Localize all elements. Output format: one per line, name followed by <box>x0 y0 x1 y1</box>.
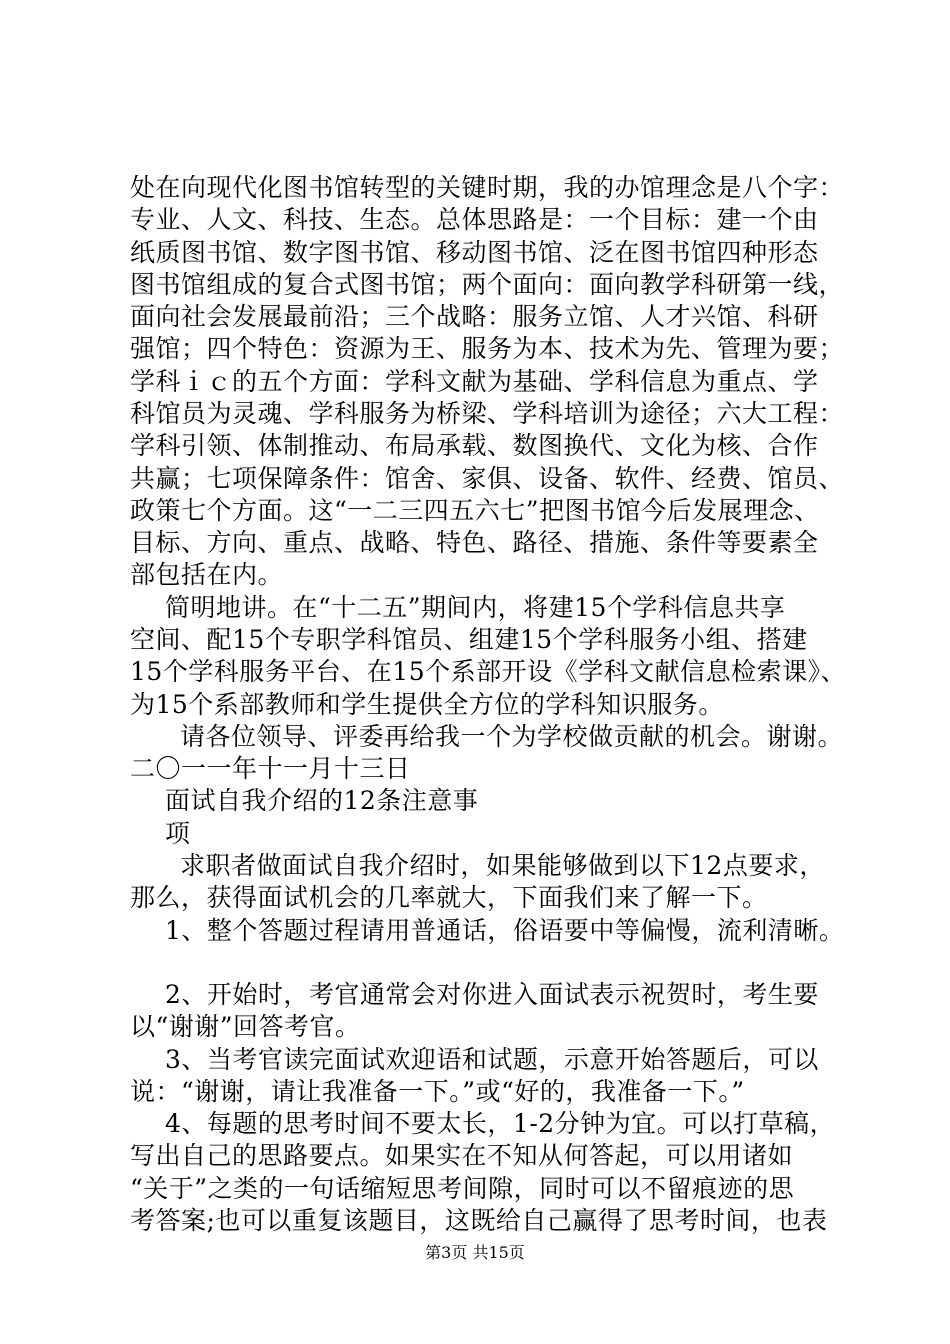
text-line: 共赢；七项保障条件：馆舍、家俱、设备、软件、经费、馆员、 <box>130 463 845 493</box>
section-heading: 面试自我介绍的12条注意事 <box>165 786 479 816</box>
text-line: 以“谢谢”回答考官。 <box>130 1012 361 1042</box>
text-line: 纸质图书馆、数字图书馆、移动图书馆、泛在图书馆四种形态 <box>130 237 819 267</box>
text-line: 写出自己的思路要点。如果实在不知从何答起，可以用诸如 <box>130 1141 794 1171</box>
text-line: 4、每题的思考时间不要太长，1-2分钟为宜。可以打草稿， <box>165 1109 836 1139</box>
text-line: 学科ｉｃ的五个方面：学科文献为基础、学科信息为重点、学 <box>130 366 819 396</box>
text-line: 处在向现代化图书馆转型的关键时期，我的办馆理念是八个字： <box>130 173 845 202</box>
text-line: 二〇一一年十一月十三日 <box>130 754 411 784</box>
section-heading: 项 <box>165 818 191 848</box>
text-line: 政策七个方面。这“一二三四五六七”把图书馆今后发展理念、 <box>130 495 820 525</box>
text-line: 专业、人文、科技、生态。总体思路是：一个目标：建一个由 <box>130 205 819 235</box>
text-line: 那么，获得面试机会的几率就大，下面我们来了解一下。 <box>130 883 768 913</box>
text-line: 图书馆组成的复合式图书馆；两个面向：面向教学科研第一线， <box>130 269 845 299</box>
text-line: 面向社会发展最前沿；三个战略：服务立馆、人才兴馆、科研 <box>130 302 819 332</box>
text-line: 3、当考官读完面试欢迎语和试题，示意开始答题后，可以 <box>165 1044 819 1074</box>
text-line: 为15个系部教师和学生提供全方位的学科知识服务。 <box>130 689 724 719</box>
text-line: 学科引领、体制推动、布局承载、数图换代、文化为核、合作 <box>130 431 819 461</box>
text-line: 说：“谢谢，请让我准备一下。”或“好的，我准备一下。” <box>130 1076 745 1106</box>
text-line: 强馆；四个特色：资源为王、服务为本、技术为先、管理为要； <box>130 334 845 364</box>
text-line: 科馆员为灵魂、学科服务为桥梁、学科培训为途径；六大工程： <box>130 399 845 428</box>
text-line: 求职者做面试自我介绍时，如果能够做到以下12点要求， <box>180 850 825 880</box>
text-line: 考答案;也可以重复该题目，这既给自己赢得了思考时间，也表 <box>130 1206 828 1235</box>
text-line: 简明地讲。在“十二五”期间内，将建15个学科信息共享 <box>165 592 786 622</box>
page-footer: 第3页 共15页 <box>425 1243 525 1262</box>
text-line: “关于”之类的一句话缩短思考间隙，同时可以不留痕迹的思 <box>130 1173 795 1203</box>
text-line: 目标、方向、重点、战略、特色、路径、措施、条件等要素全 <box>130 528 819 558</box>
text-line: 请各位领导、评委再给我一个为学校做贡献的机会。谢谢。 <box>180 721 844 751</box>
text-line: 2、开始时，考官通常会对你进入面试表示祝贺时，考生要 <box>165 980 819 1009</box>
text-line: 空间、配15个专职学科馆员、组建15个学科服务小组、搭建 <box>130 624 808 654</box>
text-line: 1、整个答题过程请用普通话，俗语要中等偏慢，流利清晰。 <box>165 915 845 945</box>
text-line: 部包括在内。 <box>130 560 284 590</box>
text-line: 15个学科服务平台、在15个系部开设《学科文献信息检索课》、 <box>130 657 847 687</box>
